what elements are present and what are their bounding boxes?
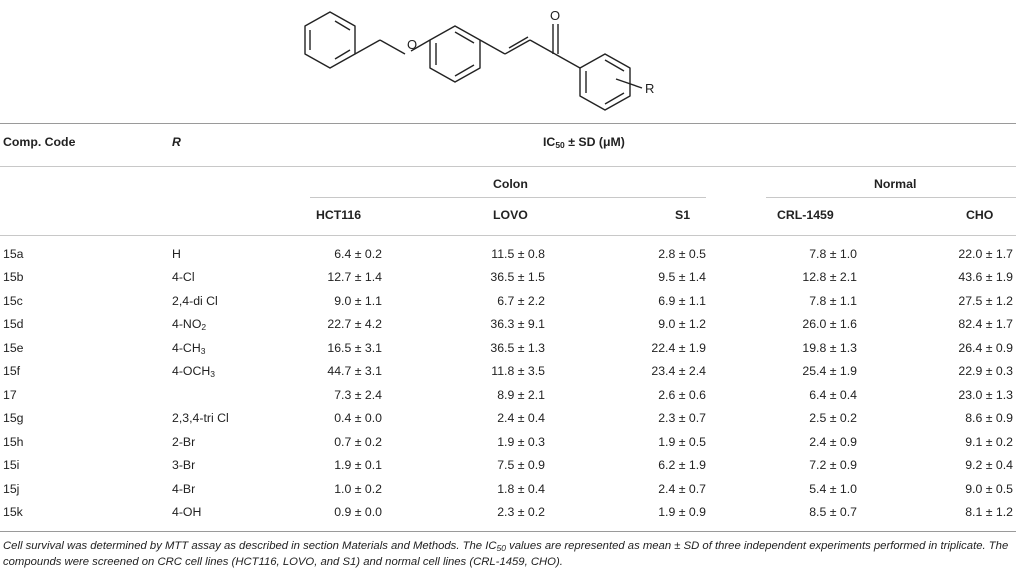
- row-value: 2.3 ± 0.7: [658, 411, 706, 426]
- row-value: 25.4 ± 1.9: [802, 364, 857, 379]
- header-colon: Colon: [493, 177, 528, 191]
- row-value: 7.8 ± 1.0: [809, 247, 857, 261]
- header-col-cho: CHO: [966, 208, 994, 222]
- row-value: 8.5 ± 0.7: [809, 504, 857, 519]
- row-value: 11.8 ± 3.5: [491, 364, 545, 379]
- row-value: 9.5 ± 1.4: [658, 270, 706, 285]
- row-substituent: 2-Br: [172, 434, 196, 449]
- row-substituent: $4-NO_2$: [172, 317, 207, 333]
- row-value: 6.7 ± 2.2: [497, 293, 545, 308]
- header-comp-code: Comp. Code: [3, 135, 76, 149]
- row-value: 11.5 ± 0.8: [491, 247, 545, 261]
- row-value: 8.6 ± 0.9: [965, 411, 1013, 426]
- row-value: 6.4 ± 0.2: [334, 247, 382, 261]
- row-value: 1.9 ± 0.9: [658, 504, 706, 519]
- row-value: 0.4 ± 0.0: [334, 411, 382, 426]
- row-value: 27.5 ± 1.2: [958, 293, 1013, 308]
- row-substituent: 4-Cl: [172, 270, 195, 285]
- row-value: 2.4 ± 0.4: [497, 411, 545, 426]
- header-rule-4: [0, 235, 1016, 236]
- row-code: 15d: [3, 317, 24, 332]
- header-col-hct116: HCT116: [316, 208, 362, 222]
- row-value: 2.3 ± 0.2: [497, 504, 545, 519]
- row-code: 15f: [3, 364, 21, 379]
- row-substituent: $4-CH_3$: [172, 340, 206, 356]
- table-footnote: Cell survival was determined by MTT assay as described in section Materials and Methods. The $IC_{50}$ values are represented as mean ± SD of three independent experiments performed in triplicate. The compounds were screened on CRC cell lines (HCT116, LOVO, and S1) and normal cell lines (CRL-1459, CHO).: [3, 540, 1009, 568]
- row-value: 2.4 ± 0.7: [658, 481, 706, 496]
- row-value: 2.5 ± 0.2: [809, 411, 857, 426]
- row-value: 0.9 ± 0.0: [334, 504, 382, 519]
- row-value: 22.7 ± 4.2: [327, 317, 382, 332]
- row-substituent: 2,4-di Cl: [172, 293, 218, 308]
- row-value: 1.8 ± 0.4: [497, 481, 545, 496]
- row-value: 5.4 ± 1.0: [809, 481, 857, 496]
- row-value: 6.9 ± 1.1: [658, 293, 706, 308]
- row-value: 44.7 ± 3.1: [327, 364, 382, 379]
- chemical-structure: [0, 0, 1016, 122]
- row-value: 7.3 ± 2.4: [334, 387, 382, 402]
- header-col-s1: S1: [675, 208, 691, 222]
- row-value: 82.4 ± 1.7: [958, 317, 1013, 332]
- row-code: 15g: [3, 411, 24, 426]
- row-code: 15j: [3, 481, 20, 496]
- row-substituent: $4-OCH_3$: [172, 364, 215, 380]
- row-value: 9.2 ± 0.4: [965, 458, 1013, 473]
- row-value: 7.2 ± 0.9: [809, 458, 857, 473]
- row-value: 16.5 ± 3.1: [327, 340, 382, 355]
- row-value: 7.5 ± 0.9: [497, 458, 545, 473]
- header-rule-1: [0, 166, 1016, 167]
- row-substituent: 4-Br: [172, 481, 196, 496]
- row-value: 8.1 ± 1.2: [965, 504, 1013, 519]
- row-code: 15e: [3, 340, 24, 355]
- row-value: 23.0 ± 1.3: [958, 387, 1013, 402]
- row-value: 8.9 ± 2.1: [497, 387, 545, 402]
- row-code: 15a: [3, 247, 24, 261]
- row-value: 1.9 ± 0.5: [658, 434, 706, 449]
- header-col-crl1459: CRL-1459: [777, 208, 834, 222]
- row-substituent: 2,3,4-tri Cl: [172, 411, 229, 426]
- row-value: 36.3 ± 9.1: [490, 317, 545, 332]
- header-rule-2: [310, 197, 706, 198]
- row-code: 15k: [3, 504, 23, 519]
- row-value: 36.5 ± 1.3: [490, 340, 545, 355]
- row-value: 9.0 ± 1.1: [334, 293, 382, 308]
- row-value: 9.0 ± 1.2: [658, 317, 706, 332]
- svg-text:O: O: [550, 8, 561, 23]
- row-value: 22.4 ± 1.9: [651, 340, 706, 355]
- header-normal: Normal: [874, 177, 917, 191]
- row-value: 9.0 ± 0.5: [965, 481, 1013, 496]
- row-value: 1.9 ± 0.1: [334, 458, 382, 473]
- row-value: 19.8 ± 1.3: [802, 340, 857, 355]
- row-value: 26.4 ± 0.9: [958, 340, 1013, 355]
- row-code: 15b: [3, 270, 24, 285]
- row-value: 12.7 ± 1.4: [327, 270, 382, 285]
- row-value: 23.4 ± 2.4: [651, 364, 706, 379]
- row-value: 0.7 ± 0.2: [334, 434, 382, 449]
- row-value: 6.2 ± 1.9: [658, 458, 706, 473]
- row-value: 22.0 ± 1.7: [958, 247, 1013, 261]
- row-value: 1.0 ± 0.2: [334, 481, 382, 496]
- row-substituent: H: [172, 247, 181, 261]
- table-bottom-rule: [0, 531, 1016, 532]
- header-rule-3: [766, 197, 1016, 198]
- row-substituent: 3-Br: [172, 458, 196, 473]
- row-value: 6.4 ± 0.4: [809, 387, 857, 402]
- header-col-lovo: LOVO: [493, 208, 528, 222]
- row-value: 7.8 ± 1.1: [809, 293, 857, 308]
- row-value: 2.8 ± 0.5: [658, 247, 706, 261]
- row-code: 17: [3, 387, 17, 402]
- svg-text:O: O: [407, 37, 418, 52]
- row-code: 15h: [3, 434, 24, 449]
- row-value: 22.9 ± 0.3: [958, 364, 1013, 379]
- row-value: 1.9 ± 0.3: [497, 434, 545, 449]
- row-value: 9.1 ± 0.2: [965, 434, 1013, 449]
- row-value: 2.6 ± 0.6: [658, 387, 706, 402]
- row-value: 36.5 ± 1.5: [490, 270, 545, 285]
- header-r: R: [172, 135, 181, 149]
- row-substituent: 4-OH: [172, 504, 202, 519]
- svg-text:R: R: [645, 81, 655, 96]
- header-ic50: $IC_{50}$ ± SD (μM): [543, 135, 625, 150]
- row-value: 12.8 ± 2.1: [802, 270, 857, 285]
- row-code: 15c: [3, 293, 23, 308]
- row-value: 43.6 ± 1.9: [958, 270, 1013, 285]
- table-top-rule: [0, 123, 1016, 124]
- row-value: 26.0 ± 1.6: [802, 317, 857, 332]
- row-value: 2.4 ± 0.9: [809, 434, 857, 449]
- row-code: 15i: [3, 458, 20, 473]
